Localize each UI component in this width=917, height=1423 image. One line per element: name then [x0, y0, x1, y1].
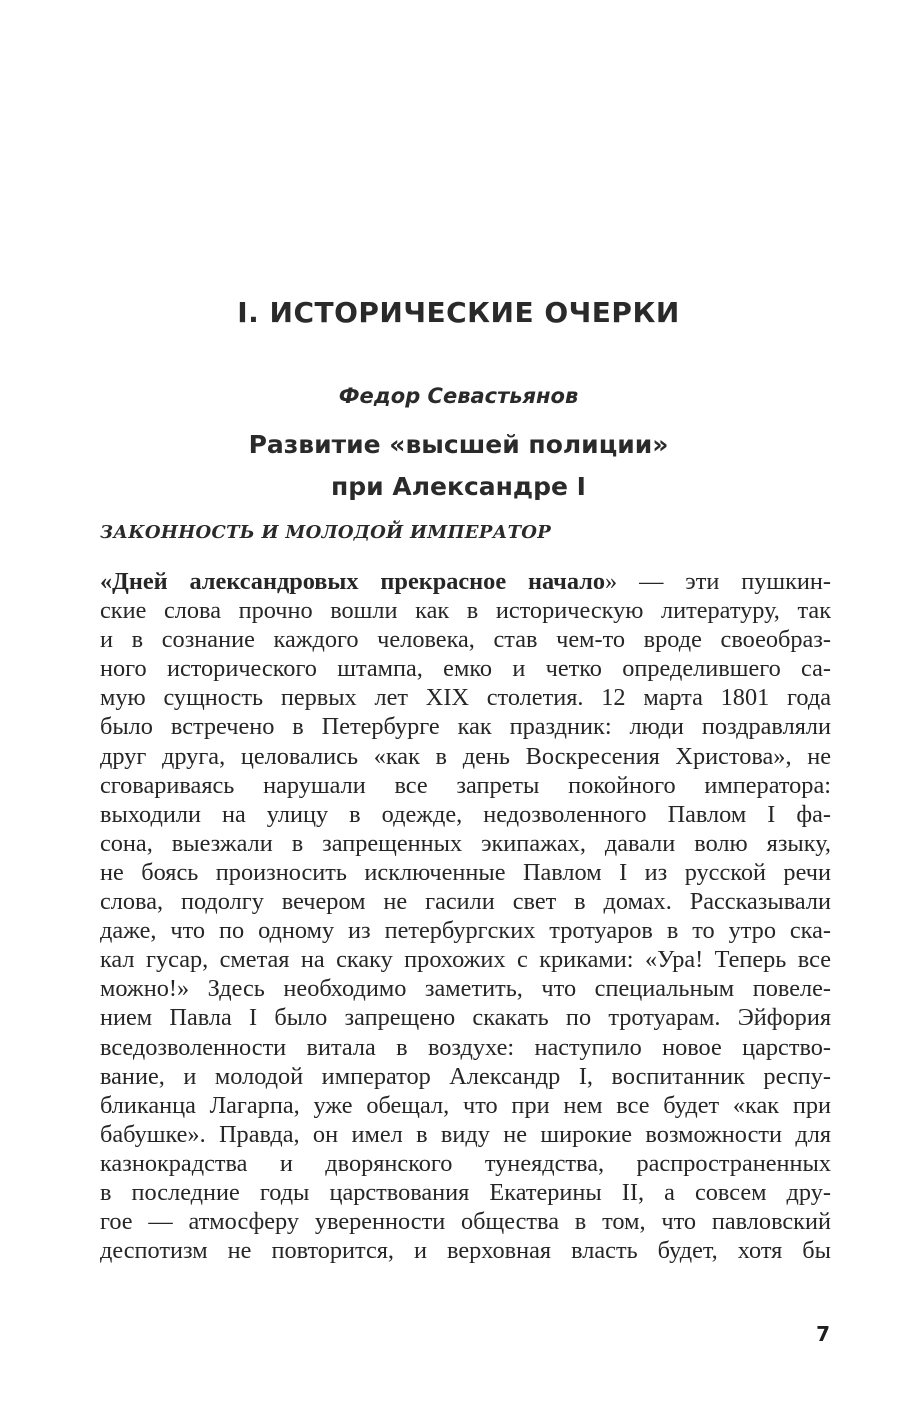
article-title-line-1: Развитие «высшей полиции»: [248, 430, 669, 459]
text-line: вседозволенности витала в воздухе: наступило новое царство-: [100, 1033, 831, 1061]
part-title: I. ИСТОРИЧЕСКИЕ ОЧЕРКИ: [237, 296, 680, 329]
text-line: не боясь произносить исключенные Павлом I из русской речи: [100, 858, 831, 886]
text-line: друг друга, целовались «как в день Воскресения Христова», не: [100, 742, 831, 770]
text-line: было встречено в Петербурге как праздник: люди поздравляли: [100, 713, 831, 741]
text-line-rest: » — эти пушкин-: [605, 568, 831, 595]
text-line: даже, что по одному из петербургских тротуаров в то утро ска-: [100, 917, 831, 945]
section-heading: ЗАКОННОСТЬ И МОЛОДОЙ ИМПЕРАТОР: [100, 522, 552, 543]
text-line: гое — атмосферу уверенности общества в том, что павловский: [100, 1208, 831, 1236]
text-line: слова, подолгу вечером не гасили свет в домах. Рассказывали: [100, 888, 831, 916]
text-line: мую сущность первых лет XIX столетия. 12 марта 1801 года: [100, 684, 831, 712]
text-line: [100, 567, 831, 596]
text-line: выходили на улицу в одежде, недозволенного Павлом I фа-: [100, 800, 831, 828]
text-line: в последние годы царствования Екатерины II, а совсем дру-: [100, 1178, 831, 1206]
article-title: [0, 424, 917, 508]
article-title-line-2: при Александре I: [331, 472, 586, 501]
text-line: сона, выезжали в запрещенных экипажах, давали волю языку,: [100, 829, 831, 857]
page-number: 7: [816, 1322, 830, 1346]
text-line: ские слова прочно вошли как в историческую литературу, так: [100, 597, 831, 625]
text-line: ного исторического штампа, емко и четко определившего са-: [100, 655, 831, 683]
text-line: можно!» Здесь необходимо заметить, что специальным повеле-: [100, 975, 831, 1003]
body-paragraph: [100, 567, 831, 1265]
text-line: и в сознание каждого человека, став чем-то вроде своеобраз-: [100, 626, 831, 654]
text-line: бабушке». Правда, он имел в виду не широкие возможности для: [100, 1120, 831, 1148]
text-line: кал гусар, сметая на скаку прохожих с криками: «Ура! Теперь все: [100, 946, 831, 974]
text-line: сговариваясь нарушали все запреты покойного императора:: [100, 771, 831, 799]
text-line: бликанца Лагарпа, уже обещал, что при нем все будет «как при: [100, 1091, 831, 1119]
lead-quote: «Дней александровых прекрасное начало: [100, 568, 606, 595]
author-name: Федор Севастьянов: [338, 384, 579, 408]
text-line: вание, и молодой император Александр I, воспитанник респу-: [100, 1062, 831, 1090]
text-line: нием Павла I было запрещено скакать по тротуарам. Эйфория: [100, 1004, 831, 1032]
text-line: казнокрадства и дворянского тунеядства, распространенных: [100, 1149, 831, 1177]
text-line: деспотизм не повторится, и верховная власть будет, хотя бы: [100, 1237, 831, 1265]
